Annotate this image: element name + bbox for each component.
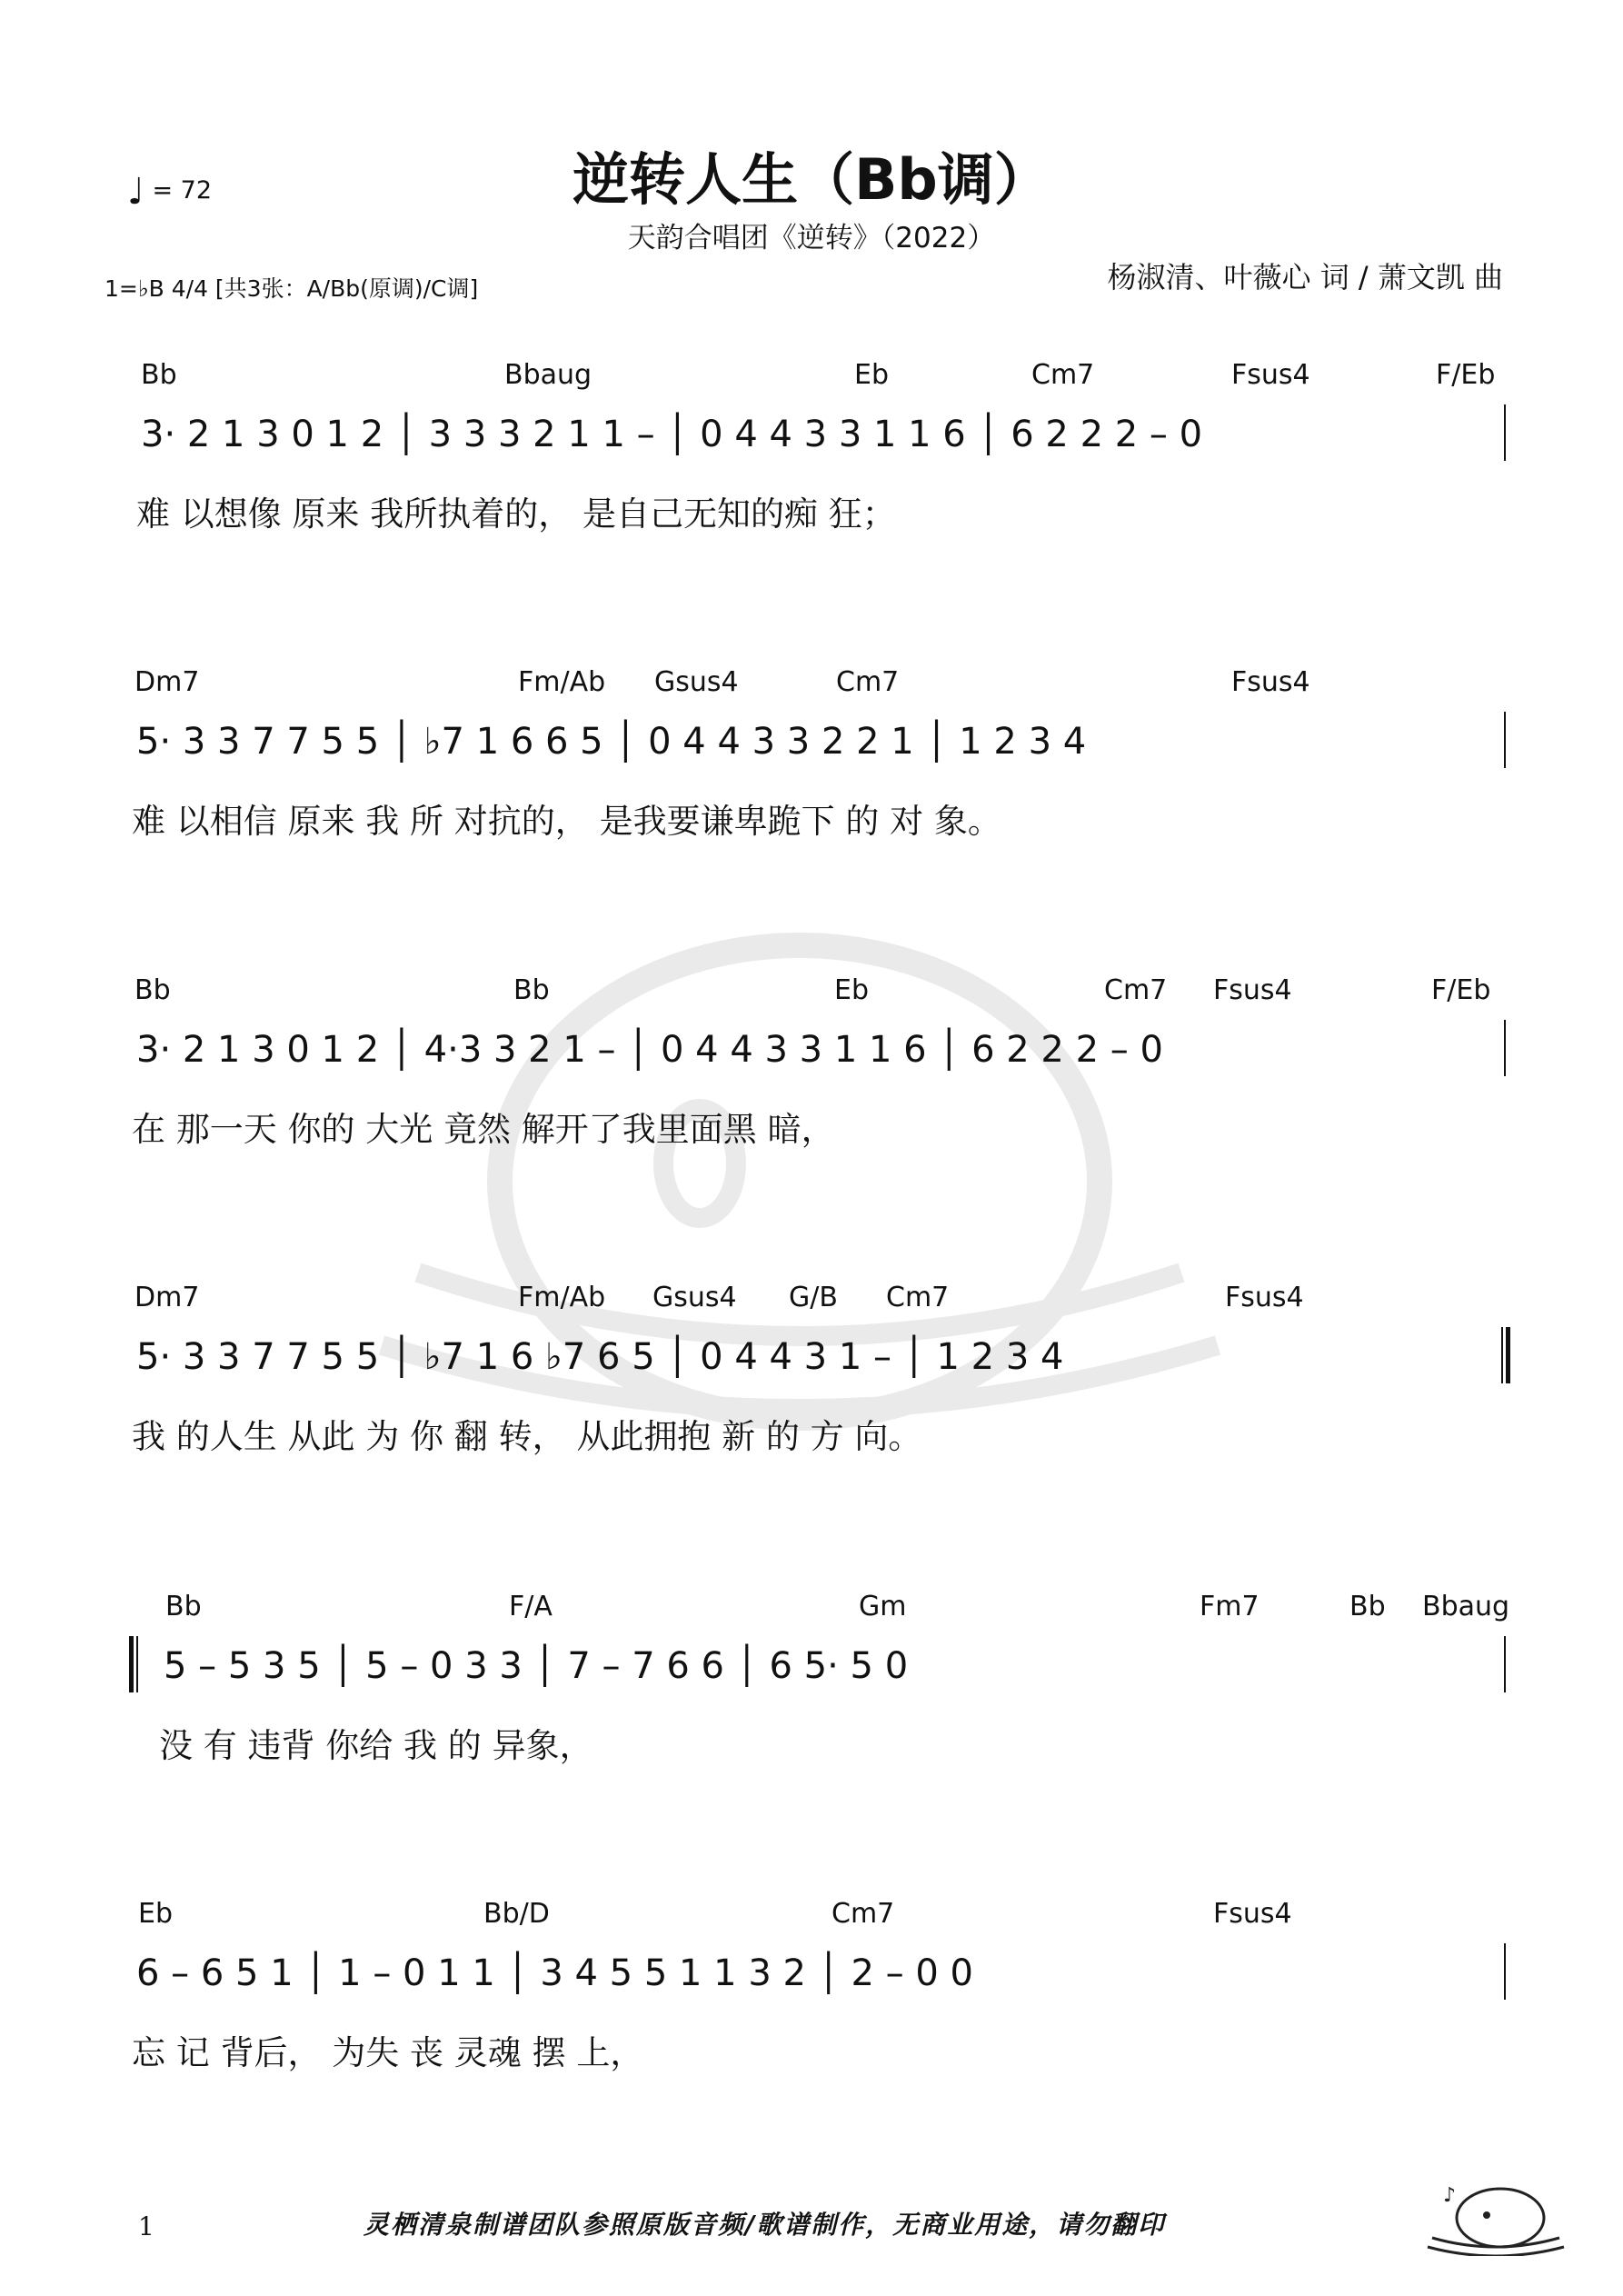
chord: Bb [1349, 1591, 1386, 1622]
svg-text:♪: ♪ [1443, 2184, 1457, 2207]
chord: Fsus4 [1231, 666, 1310, 698]
double-bar-line [1501, 1327, 1510, 1383]
chord: Eb [854, 359, 889, 391]
jianpu-notes: 5· 3 3 7 7 5 5 │ ♭7 1 6 ♭7 6 5 │ 0 4 4 3 1 – │ 1 2 3 4 [136, 1336, 1064, 1378]
footer-notice: 灵栖清泉制谱团队参照原版音频/歌谱制作，无商业用途，请勿翻印 [363, 2210, 1166, 2240]
chord: Cm7 [831, 1898, 895, 1930]
chord: Eb [138, 1898, 173, 1930]
jianpu-notes: 5 – 5 3 5 │ 5 – 0 3 3 │ 7 – 7 6 6 │ 6 5· 5 0 [164, 1645, 909, 1687]
jianpu-notes: 6 – 6 5 1 │ 1 – 0 1 1 │ 3 4 5 5 1 1 3 2 │ 2 – 0 0 [136, 1952, 973, 1994]
double-bar-line [129, 1636, 138, 1692]
bar-line [1504, 1943, 1506, 2000]
chord: G/B [789, 1282, 838, 1313]
staff-system-3 [0, 974, 1623, 1283]
chord: Cm7 [836, 666, 900, 698]
chord: Cm7 [886, 1282, 950, 1313]
chord: Gm [859, 1591, 907, 1622]
staff-system-6 [0, 1898, 1623, 2207]
chord: Gsus4 [654, 666, 739, 698]
chord: Fm/Ab [518, 1282, 606, 1313]
lyrics-line: 在 那一天 你的 大光 竟然 解开了我里面黑 暗， [132, 1110, 835, 1149]
bar-line [1504, 1020, 1506, 1076]
chord: Fm/Ab [518, 666, 606, 698]
staff-system-5 [0, 1591, 1623, 1900]
page-number: 1 [138, 2211, 154, 2241]
lyrics-line: 难 以相信 原来 我 所 对抗的， 是我要谦卑跪下 的 对 象。 [132, 802, 1001, 841]
key-signature: 1=♭B 4/4 [共3张：A/Bb(原调)/C调] [105, 275, 479, 302]
chord: Gsus4 [652, 1282, 737, 1313]
staff-system-1 [0, 359, 1623, 668]
chord: Fm7 [1200, 1591, 1260, 1622]
chord: Eb [834, 974, 869, 1006]
credits: 杨淑清、叶薇心 词 / 萧文凯 曲 [1107, 260, 1503, 294]
jianpu-notes: 3· 2 1 3 0 1 2 │ 3 3 3 2 1 1 – │ 0 4 4 3 3 1 1 6 │ 6 2 2 2 – 0 [141, 414, 1203, 455]
chord: Bb [134, 974, 171, 1006]
lyrics-line: 没 有 违背 你给 我 的 异象， [159, 1726, 593, 1765]
tempo-value: = 72 [152, 176, 213, 205]
chord: Bbaug [504, 359, 592, 391]
bar-line [1504, 404, 1506, 461]
chord: F/Eb [1431, 974, 1491, 1006]
logo-icon [1423, 2174, 1568, 2256]
chord: Dm7 [134, 666, 200, 698]
jianpu-notes: 5· 3 3 7 7 5 5 │ ♭7 1 6 6 5 │ 0 4 4 3 3 2 2 1 │ 1 2 3 4 [136, 721, 1087, 763]
chord: Dm7 [134, 1282, 200, 1313]
staff-system-2 [0, 666, 1623, 975]
chord: Bb [513, 974, 550, 1006]
lyrics-line: 忘 记 背后， 为失 丧 灵魂 摆 上， [132, 2033, 644, 2072]
page-subtitle: 天韵合唱团《逆转》（2022） [627, 222, 996, 255]
chord: Bbaug [1422, 1591, 1510, 1622]
jianpu-notes: 3· 2 1 3 0 1 2 │ 4·3 3 2 1 – │ 0 4 4 3 3 1 1 6 │ 6 2 2 2 – 0 [136, 1029, 1163, 1071]
chord: F/A [509, 1591, 553, 1622]
chord: Fsus4 [1213, 974, 1292, 1006]
chord: Bb [141, 359, 177, 391]
chord: Fsus4 [1213, 1898, 1292, 1930]
chord: Fsus4 [1231, 359, 1310, 391]
bar-line [1504, 712, 1506, 768]
lyrics-line: 难 以想像 原来 我所执着的， 是自己无知的痴 狂； [136, 494, 896, 534]
staff-system-4 [0, 1282, 1623, 1591]
chord: Cm7 [1031, 359, 1095, 391]
chord: F/Eb [1436, 359, 1496, 391]
chord: Bb [165, 1591, 202, 1622]
bar-line [1504, 1636, 1506, 1692]
chord: Bb/D [483, 1898, 550, 1930]
quarter-note-icon: ♩ [127, 171, 144, 213]
chord: Cm7 [1104, 974, 1168, 1006]
lyrics-line: 我 的人生 从此 为 你 翻 转， 从此拥抱 新 的 方 向。 [132, 1417, 922, 1456]
page-title: 逆转人生（Bb调） [573, 146, 1050, 213]
chord: Fsus4 [1225, 1282, 1304, 1313]
